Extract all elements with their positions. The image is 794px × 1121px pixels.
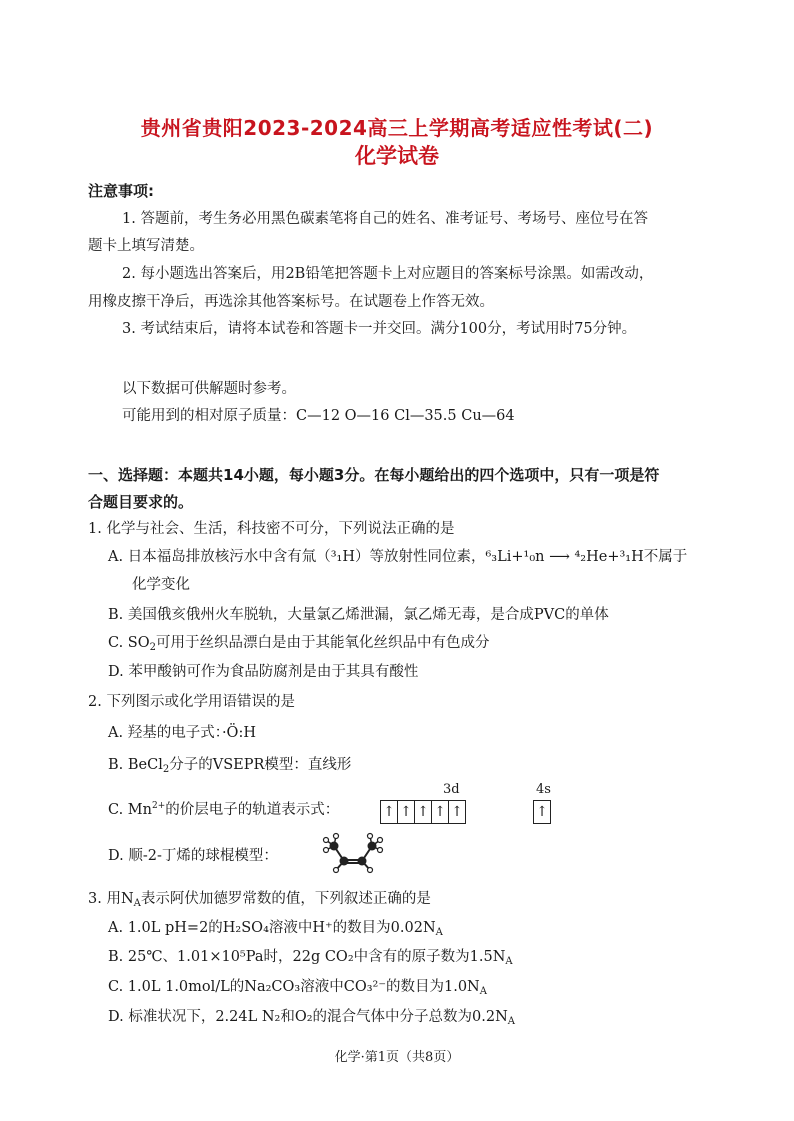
q2-a-pre: A. 羟基的电子式： [108, 725, 222, 741]
q3-stem [88, 888, 431, 915]
note-item-1: 1. 答题前，考生务必用黑色碳素笔将自己的姓名、准考证号、考场号、座位号在答 [122, 211, 648, 227]
q2-a-formula: ·Ö:H [221, 725, 256, 741]
q2-option-d: D. 顺-2-丁烯的球棍模型： [108, 848, 278, 864]
note-item-3: 3. 考试结束后，请将本试卷和答题卡一并交回。满分100分，考试用时75分钟。 [122, 321, 637, 337]
note-item-2: 2. 每小题选出答案后，用2B铅笔把答题卡上对应题目的答案标号涂黑。如需改动， [122, 266, 654, 282]
note-item-1-cont: 题卡上填写清楚。 [88, 238, 204, 254]
q1-a-text: A. 日本福岛排放核污水中含有氚（ [108, 549, 331, 565]
section-heading: 一、选择题：本题共14小题，每小题3分。在每小题给出的四个选项中，只有一项是符 [88, 466, 660, 484]
q2-option-b [108, 754, 351, 781]
orbital-box-3d [380, 800, 466, 824]
orbital-4s-1: ↑ [536, 804, 548, 820]
q3-option-b [108, 946, 513, 973]
orbital-3d-4: ↑ [432, 801, 449, 823]
q3-a-sub: A [435, 927, 443, 938]
atomic-mass-line: 可能用到的相对原子质量：C—12 O—16 Cl—35.5 Cu—64 [122, 408, 515, 424]
page-footer: 化学·第1页（共8页） [334, 1050, 460, 1065]
orbital-3d-2: ↑ [398, 801, 415, 823]
q1-stem: 1. 化学与社会、生活，科技密不可分，下列说法正确的是 [88, 521, 455, 537]
q3-c-text: C. 1.0L 1.0mol/L的Na₂CO₃溶液中CO₃²⁻的数目为1.0N [108, 979, 480, 995]
exam-subtitle: 化学试卷 [355, 144, 439, 168]
q1-a-end: 不属于 [643, 549, 688, 565]
q1-a-mid: ）等放射性同位素， [354, 549, 486, 565]
q1-option-b: B. 美国俄亥俄州火车脱轨，大量氯乙烯泄漏，氯乙烯无毒，是合成PVC的单体 [108, 607, 609, 623]
exam-title: 贵州省贵阳2023-2024高三上学期高考适应性考试(二) [140, 116, 654, 140]
q2-option-c [108, 795, 339, 821]
q3-stem-post: 表示阿伏加德罗常数的值，下列叙述正确的是 [140, 891, 431, 907]
q2-c-sup: 2+ [151, 801, 166, 811]
q2-stem: 2. 下列图示或化学用语错误的是 [88, 694, 295, 710]
q3-b-sub: A [505, 956, 513, 967]
q1-option-d: D. 苯甲酸钠可作为食品防腐剂是由于其具有酸性 [108, 664, 419, 680]
q3-a-text: A. 1.0L pH=2的H₂SO₄溶液中H⁺的数目为0.02N [108, 920, 436, 936]
q3-option-a [108, 917, 443, 944]
q3-stem-pre: 3. 用N [88, 891, 134, 907]
q3-d-sub: A [507, 1016, 516, 1027]
q3-c-sub: A [479, 986, 487, 997]
q2-c-pre: C. Mn [108, 802, 152, 818]
q1-c-sub: 2 [149, 642, 156, 653]
q1-option-a-cont: 化学变化 [132, 577, 190, 593]
q2-b-post: 分子的VSEPR模型：直线形 [169, 757, 352, 773]
q2-b-sub: 2 [162, 764, 170, 775]
q1-c-pre: C. SO [108, 635, 150, 651]
q3-stem-sub: A [133, 898, 141, 909]
q3-option-c [108, 976, 487, 1003]
reference-line-1: 以下数据可供解题时参考。 [122, 381, 296, 397]
q3-b-text: B. 25℃、1.01×10⁵Pa时，22g CO₂中含有的原子数为1.5N [108, 949, 506, 965]
q2-option-a [108, 722, 256, 744]
orbital-label-3d: 3d [443, 782, 460, 797]
note-item-2-cont: 用橡皮擦干净后，再选涂其他答案标号。在试题卷上作答无效。 [88, 294, 494, 310]
cis-2-butene-model [322, 832, 384, 874]
orbital-3d-1: ↑ [381, 801, 398, 823]
q1-c-post: 可用于丝织品漂白是由于其能氧化丝织品中有色成分 [156, 635, 490, 651]
q1-a-equation: ⁶₃Li+¹₀n ⟶ ⁴₂He+³₁H [485, 549, 644, 565]
orbital-3d-3: ↑ [415, 801, 432, 823]
notes-heading: 注意事项: [88, 182, 154, 200]
q3-option-d [108, 1006, 515, 1033]
q1-option-a [108, 546, 687, 568]
q1-option-c [108, 632, 490, 659]
q3-d-text: D. 标准状况下，2.24L N₂和O₂的混合气体中分子总数为0.2N [108, 1009, 508, 1025]
q2-b-pre: B. BeCl [108, 757, 163, 773]
q2-c-post: 的价层电子的轨道表示式： [165, 802, 340, 818]
orbital-3d-5: ↑ [451, 804, 463, 820]
q1-a-isotope: ³₁H [330, 549, 355, 565]
orbital-label-4s: 4s [536, 782, 551, 797]
section-heading-cont: 合题目要求的。 [88, 493, 194, 511]
orbital-box-4s [533, 800, 551, 824]
